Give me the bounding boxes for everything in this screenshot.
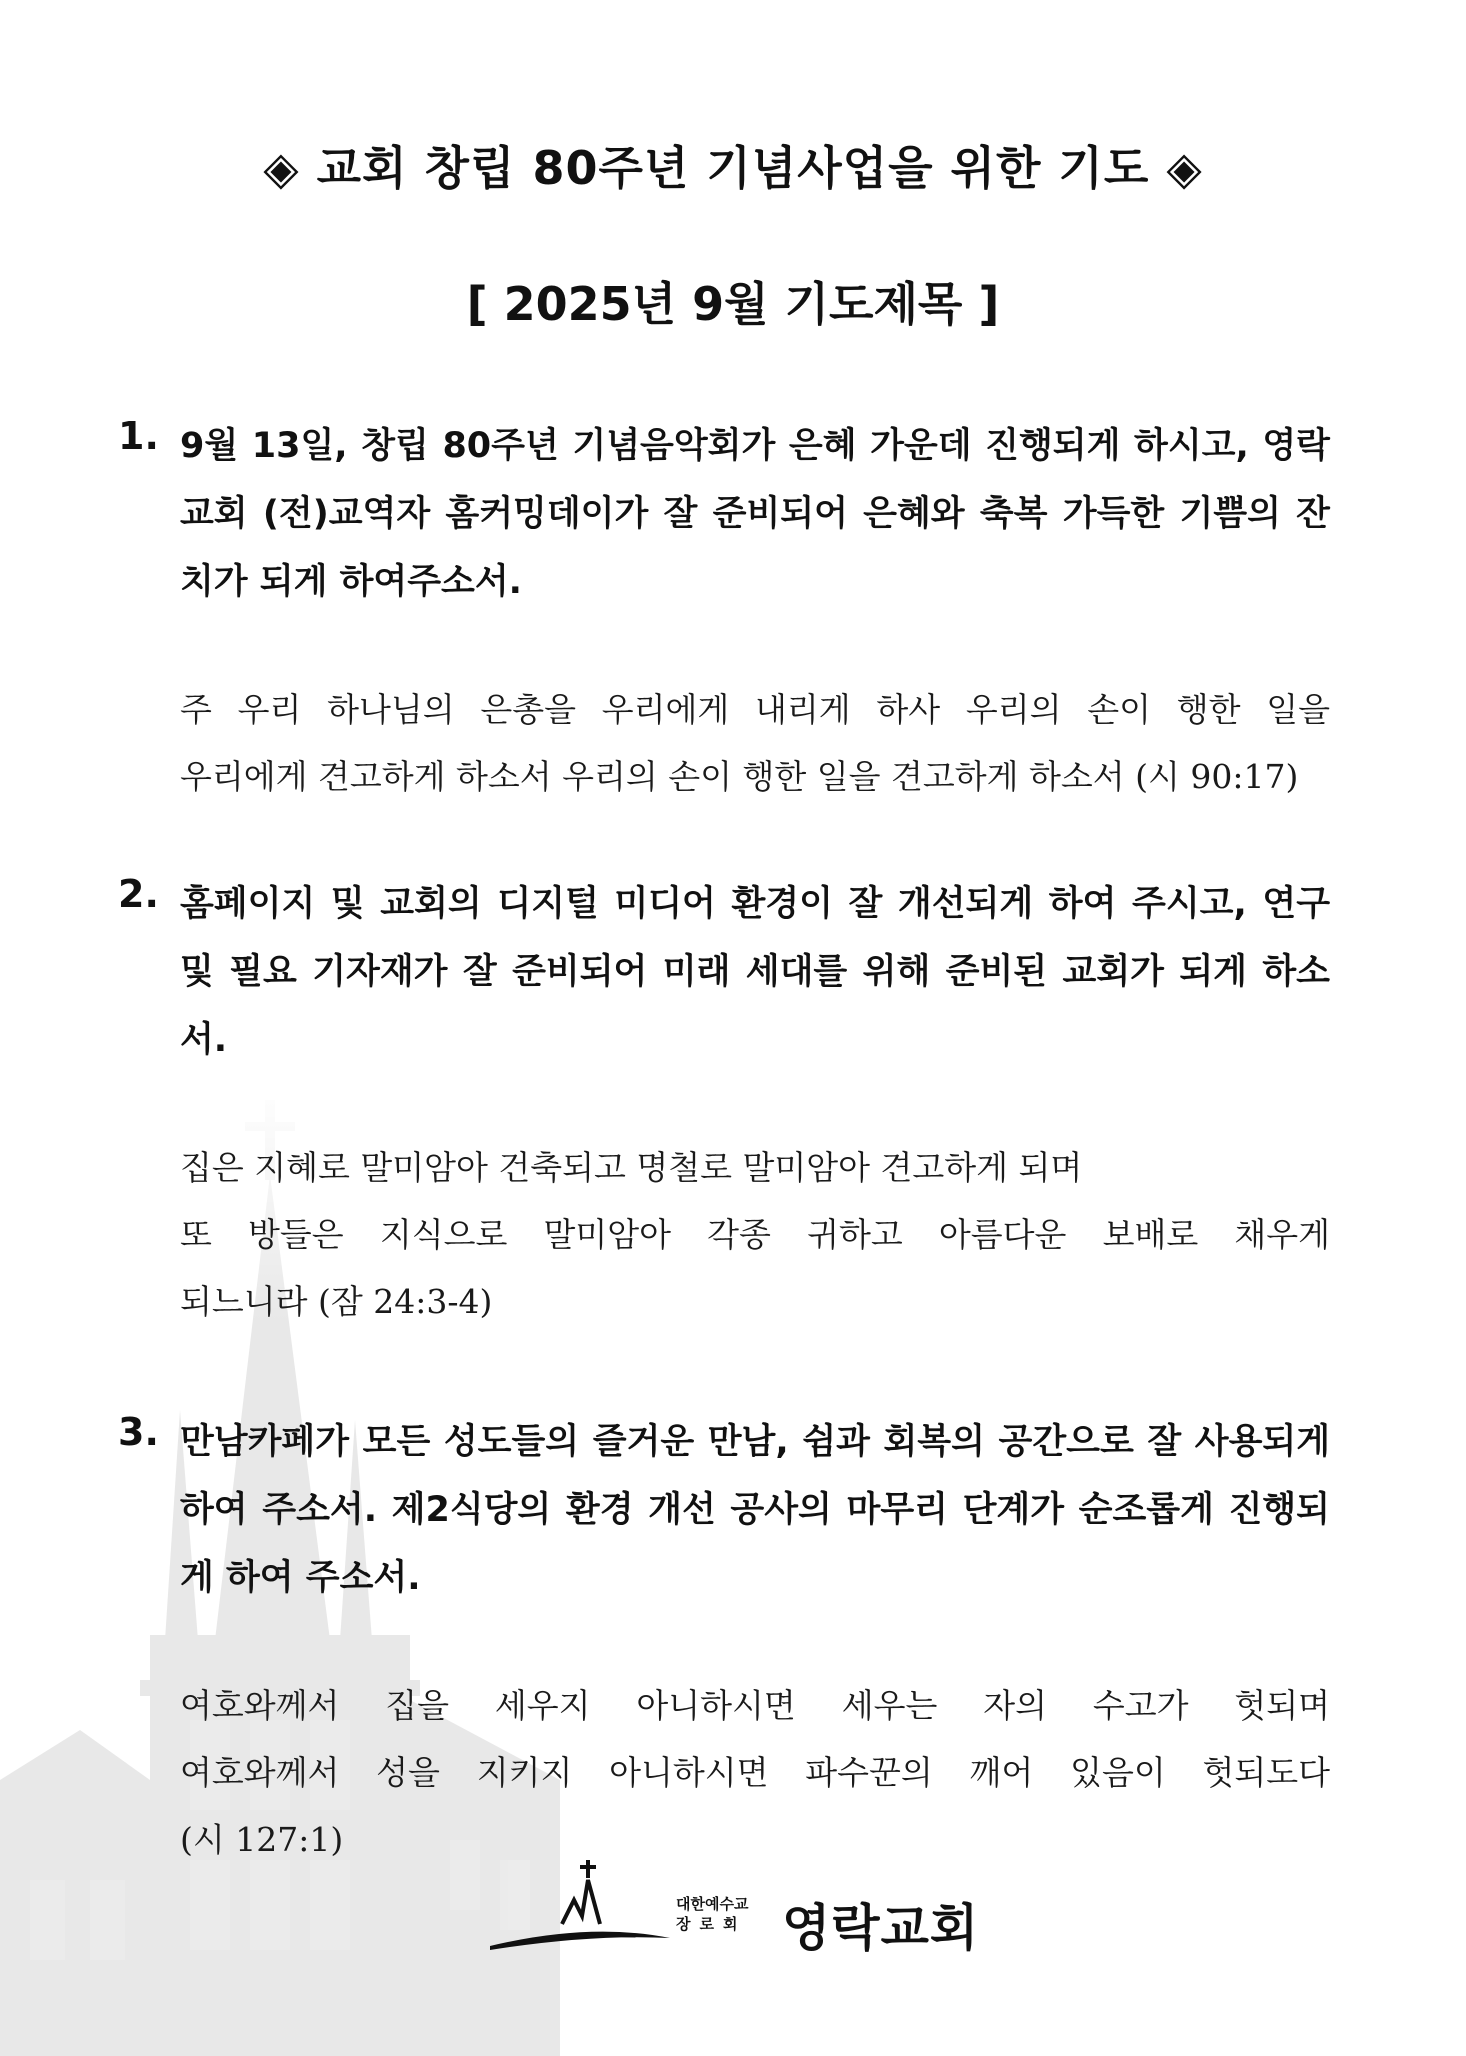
bible-verse-3 bbox=[180, 1672, 1330, 1873]
prayer-number: 1. bbox=[118, 414, 159, 458]
verse-line: 주 우리 하나님의 은총을 우리에게 내리게 하사 우리의 손이 행한 일을 bbox=[180, 690, 1330, 729]
prayer-text: 9월 13일, 창립 80주년 기념음악회가 은혜 가운데 진행되게 하시고, 영락교회 (전)교역자 홈커밍데이가 잘 준비되어 은혜와 축복 가득한 기쁨의 잔치가 되게 하여주소서. bbox=[180, 426, 1330, 602]
church-logo bbox=[490, 1860, 1010, 1970]
verse-line: 여호와께서 성을 지키지 아니하시면 파수꾼의 깨어 있음이 헛되도다 bbox=[180, 1753, 1330, 1792]
verse-line: 우리에게 견고하게 하소서 우리의 손이 행한 일을 견고하게 하소서 (시 90:17) bbox=[180, 757, 1299, 796]
page-subtitle: [ 2025년 9월 기도제목 ] bbox=[466, 277, 1000, 331]
verse-line: 되느니라 (잠 24:3-4) bbox=[180, 1282, 493, 1321]
prayer-text: 만남카페가 모든 성도들의 즐거운 만남, 쉼과 회복의 공간으로 잘 사용되게 하여 주소서. 제2식당의 환경 개선 공사의 마무리 단계가 순조롭게 진행되게 하여 주소서. bbox=[180, 1422, 1330, 1598]
verse-line: 여호와께서 집을 세우지 아니하시면 세우는 자의 수고가 헛되며 bbox=[180, 1686, 1330, 1725]
verse-line: (시 127:1) bbox=[180, 1820, 344, 1859]
page-title: ◈ 교회 창립 80주년 기념사업을 위한 기도 ◈ bbox=[263, 141, 1203, 195]
denomination-line-2: 장로회 bbox=[676, 1915, 747, 1933]
prayer-text: 홈페이지 및 교회의 디지털 미디어 환경이 잘 개선되게 하여 주시고, 연구 및 필요 기자재가 잘 준비되어 미래 세대를 위해 준비된 교회가 되게 하소서. bbox=[180, 884, 1330, 1060]
prayer-number: 3. bbox=[118, 1410, 159, 1454]
bible-verse-2 bbox=[180, 1134, 1330, 1335]
denomination-line-1: 대한예수교 bbox=[676, 1895, 749, 1913]
verse-line: 집은 지혜로 말미암아 건축되고 명철로 말미암아 견고하게 되며 bbox=[180, 1148, 1083, 1187]
prayer-number: 2. bbox=[118, 872, 159, 916]
church-name: 영락교회 bbox=[782, 1899, 980, 1957]
verse-line: 또 방들은 지식으로 말미암아 각종 귀하고 아름다운 보배로 채우게 bbox=[180, 1215, 1330, 1254]
bible-verse-1 bbox=[180, 676, 1330, 810]
denomination-label bbox=[676, 1894, 748, 1934]
